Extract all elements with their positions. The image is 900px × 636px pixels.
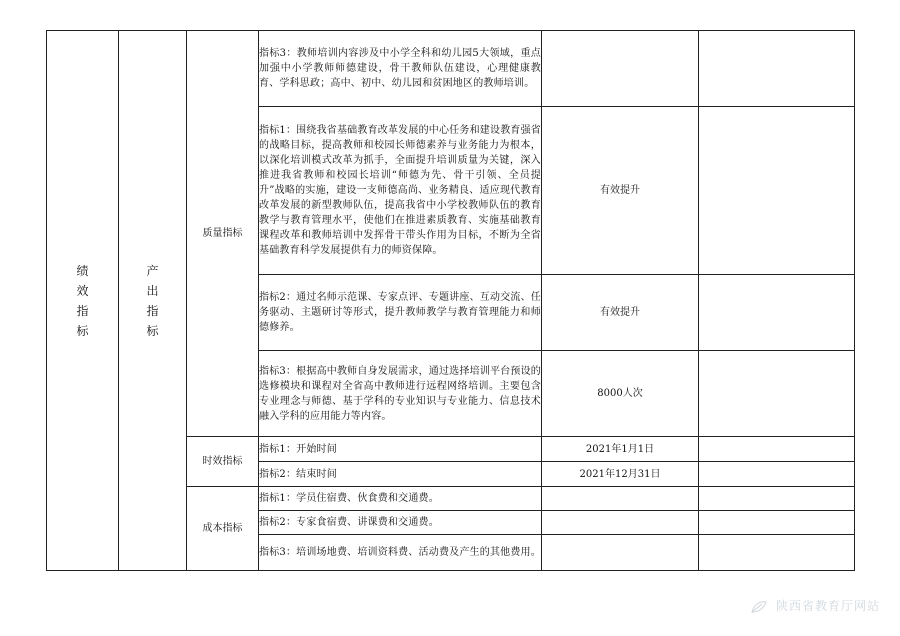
blank-cell — [699, 487, 855, 511]
indicator-text: 指标3：教师培训内容涉及中小学全科和幼儿园5大领域，重点加强中小学教师师德建设，骨干教师队伍建设，心理健康教育、学科思政；高中、初中、幼儿园和贫困地区的教师培训。 — [259, 31, 542, 107]
indicator-value — [542, 535, 699, 571]
indicator-value: 8000人次 — [542, 351, 699, 437]
indicator-text: 指标2：结束时间 — [259, 462, 542, 487]
quality-indicator-cell — [187, 31, 259, 437]
timeliness-indicator-cell — [187, 437, 259, 487]
quality-indicator-label: 质量指标 — [202, 228, 243, 239]
indicator-text: 指标2：专家食宿费、讲课费和交通费。 — [259, 511, 542, 535]
level2-label: 产出指标 — [146, 263, 159, 338]
indicator-value: 2021年12月31日 — [542, 462, 699, 487]
indicator-value: 有效提升 — [542, 107, 699, 275]
performance-indicator-table — [46, 30, 855, 571]
cost-indicator-cell — [187, 487, 259, 571]
indicator-text: 指标2：通过名师示范课、专家点评、专题讲座、互动交流、任务驱动、主题研讨等形式，提升教师教学与教育管理能力和师德修养。 — [259, 275, 542, 351]
indicator-value: 有效提升 — [542, 275, 699, 351]
leaf-icon — [750, 600, 768, 614]
blank-cell — [699, 351, 855, 437]
indicator-text: 指标3：培训场地费、培训资料费、活动费及产生的其他费用。 — [259, 535, 542, 571]
timeliness-indicator-label: 时效指标 — [202, 456, 243, 467]
blank-cell — [699, 462, 855, 487]
blank-cell — [699, 31, 855, 107]
level2-cell — [119, 31, 187, 571]
blank-cell — [699, 107, 855, 275]
level1-label: 绩效指标 — [76, 263, 89, 338]
indicator-value — [542, 511, 699, 535]
indicator-value — [542, 31, 699, 107]
table-row — [47, 31, 855, 107]
indicator-text: 指标1：围绕我省基础教育改革发展的中心任务和建设教育强省的战略目标，提高教师和校园长师德素养与业务能力为根本，以深化培训模式改革为抓手，全面提升培训质量为关键，深入推进我省教师和校园长培训“师德为先、骨干引领、全员提升”战略的实施，建设一支师德高尚、业务精良、适应现代教育改革发展的新型教师队伍，提高我省中小学校教师队伍的教育教学与教育管理水平，使他们在推进素质教育、实施基础教育课程改革和教师培训中发挥骨干带头作用为目标，不断为全省基础教育科学发展提供有力的师资保障。 — [259, 107, 542, 275]
indicator-text: 指标3：根据高中教师自身发展需求，通过选择培训平台预设的选修模块和课程对全省高中教师进行远程网络培训。主要包含专业理念与师德、基于学科的专业知识与专业能力、信息技术融入学科的应用能力等内容。 — [259, 351, 542, 437]
indicator-text: 指标1：学员住宿费、伙食费和交通费。 — [259, 487, 542, 511]
indicator-value: 2021年1月1日 — [542, 437, 699, 462]
watermark — [750, 597, 880, 614]
blank-cell — [699, 437, 855, 462]
blank-cell — [699, 535, 855, 571]
blank-cell — [699, 275, 855, 351]
indicator-value — [542, 487, 699, 511]
cost-indicator-label: 成本指标 — [202, 523, 243, 534]
indicator-text: 指标1：开始时间 — [259, 437, 542, 462]
watermark-text: 陕西省教育厅网站 — [775, 599, 880, 613]
level1-cell — [47, 31, 119, 571]
blank-cell — [699, 511, 855, 535]
